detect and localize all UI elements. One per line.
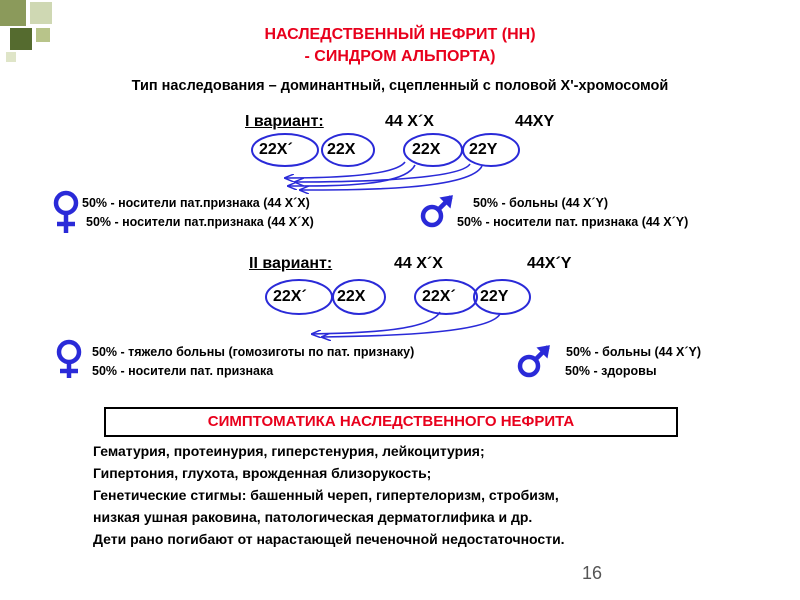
variant1-father-genotype: 44XY [515,113,555,130]
variant2-ellipse-3 [415,280,477,314]
variant1-ellipse-4 [463,134,519,166]
female-icon [59,342,79,378]
variant2-ellipse-2 [333,280,385,314]
variant1-female-line-1: 50% - носители пат.признака (44 X´X) [82,196,310,210]
variant2-gamete-4: 22Y [480,288,509,305]
variant2-father-genotype: 44X´Y [527,255,572,272]
symptoms-title: СИМПТОМАТИКА НАСЛЕДСТВЕННОГО НЕФРИТА [104,407,678,437]
symptom-line-4: низкая ушная раковина, патологическая дерматоглифика и др. [93,509,533,525]
variant1-ellipse-3 [404,134,462,166]
variant1-arrow-2 [295,164,470,182]
variant1-mother-genotype: 44 X´X [385,113,434,130]
variant1-gamete-1: 22X´ [259,141,293,158]
symptom-line-3: Генетические стигмы: башенный череп, гипертелоризм, стробизм, [93,487,559,503]
variant1-gamete-4: 22Y [469,141,498,158]
variant2-male-line-1: 50% - больны (44 X´Y) [566,345,702,359]
variant2-female-line-1: 50% - тяжело больны (гомозиготы по пат. признаку) [92,345,415,359]
variant2-gamete-1: 22X´ [273,288,307,305]
symptom-line-2: Гипертония, глухота, врожденная близорукость; [93,465,432,481]
variant2-male-line-2: 50% - здоровы [565,364,657,378]
title-line-1: НАСЛЕДСТВЕННЫЙ НЕФРИТ (НН) [264,26,536,43]
subtitle: Тип наследования – доминантный, сцепленный с половой X'-хромосомой [131,78,669,94]
variant2-ellipse-1 [266,280,332,314]
female-icon [56,193,76,233]
variant1-gamete-3: 22X [412,141,441,158]
variant2-label: II вариант: [249,255,333,272]
male-icon [520,346,549,375]
variant2-gamete-3: 22X´ [422,288,456,305]
page-number: 16 [582,563,603,583]
symptom-line-5: Дети рано погибают от нарастающей печеночной недостаточности. [93,531,565,547]
symptom-line-1: Гематурия, протеинурия, гиперстенурия, лейкоцитурия; [93,443,485,459]
variant2-female-line-2: 50% - носители пат. признака [92,364,274,378]
variant1-female-line-2: 50% - носители пат.признака (44 X´X) [86,215,314,229]
variant1-male-line-1: 50% - больны (44 X´Y) [473,196,609,210]
male-icon [423,196,452,225]
variant1-male-line-2: 50% - носители пат. признака (44 X´Y) [457,215,689,229]
variant2-mother-genotype: 44 X´X [394,255,443,272]
variant1-ellipse-2 [322,134,374,166]
title-line-2: - СИНДРОМ АЛЬПОРТА) [304,48,496,65]
variant2-gamete-2: 22X [337,288,366,305]
variant2-ellipse-4 [474,280,530,314]
variant1-ellipse-1 [252,134,318,166]
variant1-gamete-2: 22X [327,141,356,158]
variant1-label: I вариант: [245,113,324,130]
variant2-arrow-1 [312,312,440,334]
